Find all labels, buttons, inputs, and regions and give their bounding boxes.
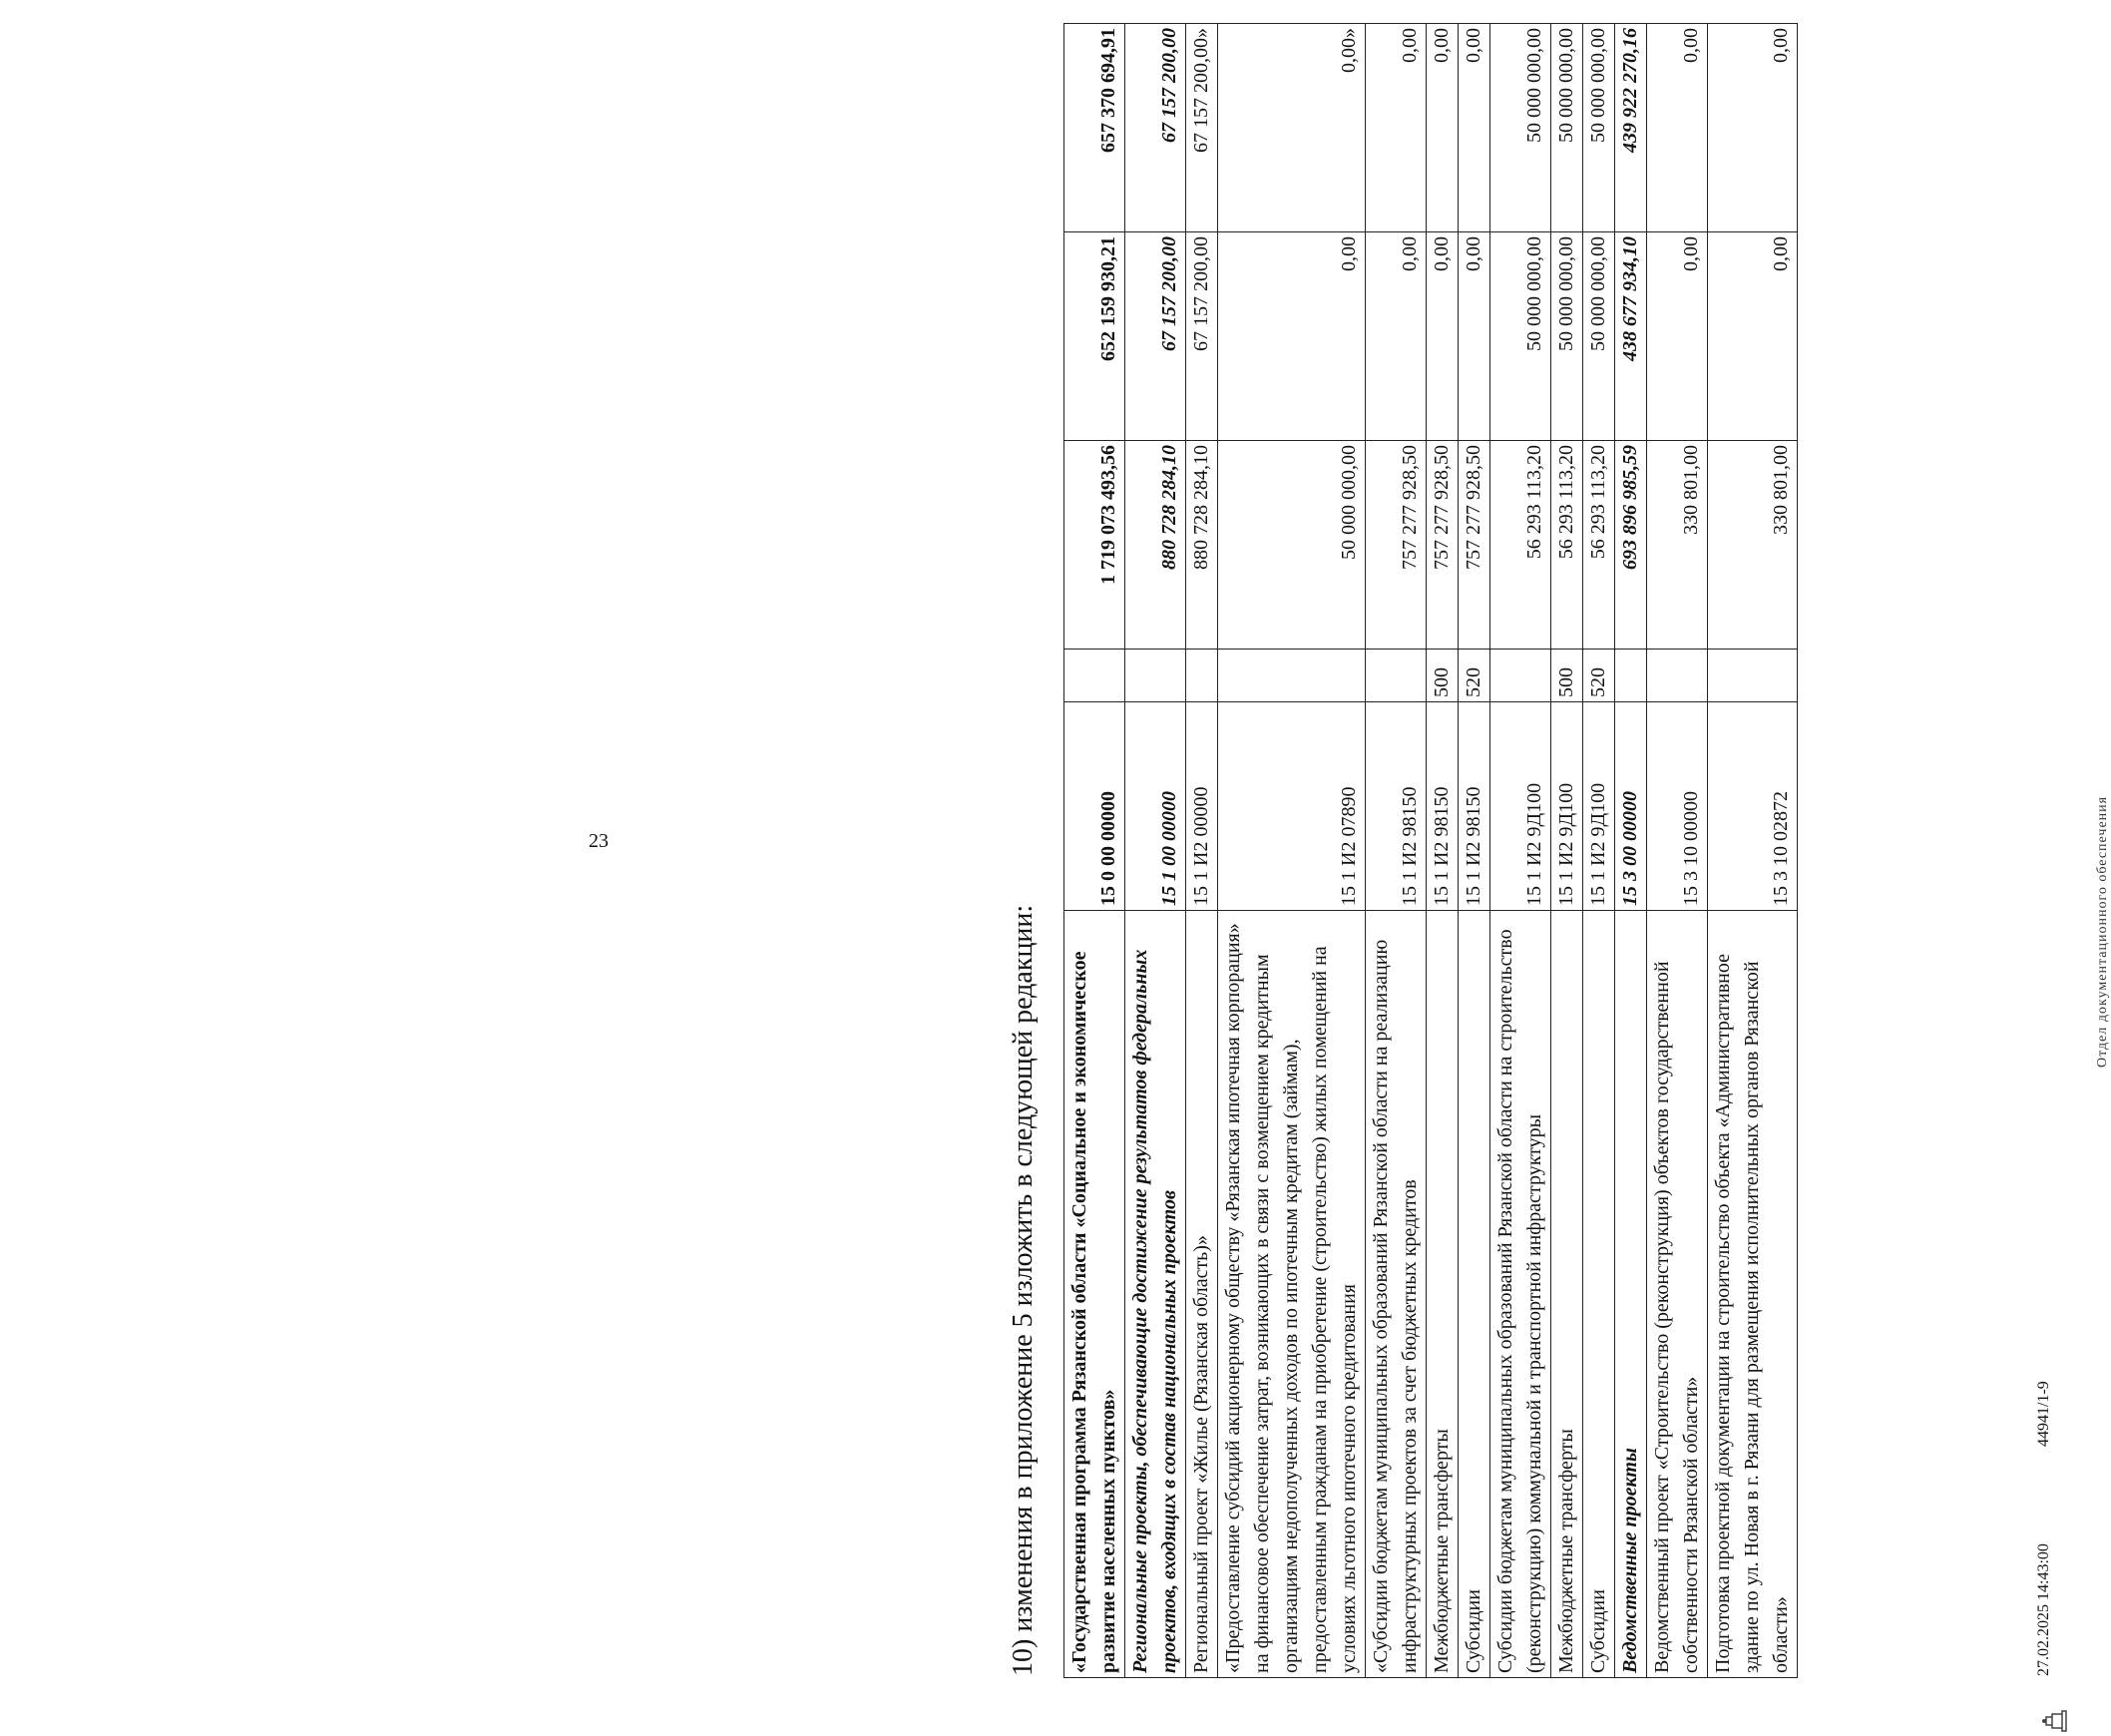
footer-doc-number: 44941/1-9 xyxy=(2035,1381,2052,1447)
row-vr xyxy=(1064,650,1125,702)
table-row xyxy=(1186,24,1218,1678)
row-value-2027: 0,00 xyxy=(1708,24,1798,232)
row-value-2025: 880 728 284,10 xyxy=(1186,441,1218,650)
row-value-2025: 330 801,00 xyxy=(1647,441,1708,650)
row-code: 15 3 10 02872 xyxy=(1708,702,1798,911)
row-code: 15 1 И2 98150 xyxy=(1427,702,1459,911)
row-value-2025: 757 277 928,50 xyxy=(1427,441,1459,650)
row-vr xyxy=(1366,650,1427,702)
row-name: Межбюджетные трансферты xyxy=(1427,911,1459,1678)
row-value-2025: 56 293 113,20 xyxy=(1490,441,1551,650)
footer-datetime: 27.02.2025 14:43:00 xyxy=(2035,1543,2052,1676)
row-name: Субсидии xyxy=(1459,911,1490,1678)
table-row xyxy=(1647,24,1708,1678)
row-value-2027: 439 922 270,16 xyxy=(1615,24,1647,232)
table-row xyxy=(1427,24,1459,1678)
table-row xyxy=(1583,24,1615,1678)
row-value-2027: 657 370 694,91 xyxy=(1064,24,1125,232)
row-name: Ведомственный проект «Строительство (реконструкция) объектов государственной собственности Рязанской области» xyxy=(1647,911,1708,1678)
rotated-page-content xyxy=(1008,10,2110,1676)
row-name: «Предоставление субсидий акционерному обществу «Рязанская ипотечная корпорация» на финансовое обеспечение затрат, возникающих в связи с возмещением кредитным организациям недополученных доходов по ипотечным кредитам (займам), предоставленным гражданам на приобретение (строительство) жилых помещений на условиях льготного ипотечного кредитования xyxy=(1218,911,1366,1678)
row-value-2025: 1 719 073 493,56 xyxy=(1064,441,1125,650)
row-value-2026: 50 000 000,00 xyxy=(1551,232,1583,441)
row-value-2025: 693 896 985,59 xyxy=(1615,441,1647,650)
row-value-2026: 0,00 xyxy=(1427,232,1459,441)
row-vr: 500 xyxy=(1551,650,1583,702)
row-name: Региональный проект «Жилье (Рязанская область)» xyxy=(1186,911,1218,1678)
row-name: Субсидии xyxy=(1583,911,1615,1678)
row-value-2027: 50 000 000,00 xyxy=(1551,24,1583,232)
budget-table xyxy=(1063,23,1798,1678)
row-code: 15 1 И2 07890 xyxy=(1218,702,1366,911)
row-vr: 500 xyxy=(1427,650,1459,702)
row-name: Ведомственные проекты xyxy=(1615,911,1647,1678)
row-code: 15 1 И2 9Д100 xyxy=(1583,702,1615,911)
row-code: 15 3 00 00000 xyxy=(1615,702,1647,911)
table-row xyxy=(1218,24,1366,1678)
row-name: Подготовка проектной документации на строительство объекта «Административное здание по ул. Новая в г. Рязани для размещения исполнительных органов Рязанской области» xyxy=(1708,911,1798,1678)
row-value-2025: 757 277 928,50 xyxy=(1459,441,1490,650)
row-value-2026: 0,00 xyxy=(1366,232,1427,441)
emblem-icon xyxy=(2040,1706,2070,1736)
row-code: 15 0 00 00000 xyxy=(1064,702,1125,911)
row-vr xyxy=(1647,650,1708,702)
row-vr: 520 xyxy=(1583,650,1615,702)
row-value-2026: 0,00 xyxy=(1708,232,1798,441)
row-value-2026: 438 677 934,10 xyxy=(1615,232,1647,441)
row-code: 15 1 00 00000 xyxy=(1125,702,1186,911)
row-value-2027: 0,00 xyxy=(1459,24,1490,232)
row-value-2026: 652 159 930,21 xyxy=(1064,232,1125,441)
table-row xyxy=(1366,24,1427,1678)
row-value-2025: 56 293 113,20 xyxy=(1551,441,1583,650)
row-value-2027: 50 000 000,00 xyxy=(1490,24,1551,232)
row-code: 15 1 И2 9Д100 xyxy=(1490,702,1551,911)
row-vr xyxy=(1218,650,1366,702)
row-value-2026: 67 157 200,00 xyxy=(1125,232,1186,441)
row-value-2026: 50 000 000,00 xyxy=(1490,232,1551,441)
table-row xyxy=(1459,24,1490,1678)
row-value-2027: 0,00 xyxy=(1647,24,1708,232)
row-value-2027: 0,00 xyxy=(1366,24,1427,232)
table-row xyxy=(1125,24,1186,1678)
table-row xyxy=(1064,24,1125,1678)
row-vr xyxy=(1708,650,1798,702)
footer-stamp: Отдел документационного обеспечения xyxy=(2095,795,2110,1068)
row-vr xyxy=(1490,650,1551,702)
row-value-2026: 0,00 xyxy=(1218,232,1366,441)
row-vr xyxy=(1186,650,1218,702)
row-value-2026: 67 157 200,00 xyxy=(1186,232,1218,441)
row-code: 15 1 И2 98150 xyxy=(1366,702,1427,911)
page-number: 23 xyxy=(589,830,609,852)
row-value-2027: 0,00 xyxy=(1427,24,1459,232)
table-row xyxy=(1615,24,1647,1678)
row-name: Межбюджетные трансферты xyxy=(1551,911,1583,1678)
row-value-2025: 880 728 284,10 xyxy=(1125,441,1186,650)
row-value-2026: 50 000 000,00 xyxy=(1583,232,1615,441)
row-value-2025: 330 801,00 xyxy=(1708,441,1798,650)
row-vr xyxy=(1125,650,1186,702)
row-value-2026: 0,00 xyxy=(1647,232,1708,441)
row-value-2025: 50 000 000,00 xyxy=(1218,441,1366,650)
row-code: 15 1 И2 98150 xyxy=(1459,702,1490,911)
table-row xyxy=(1551,24,1583,1678)
row-name: Региональные проекты, обеспечивающие достижение результатов федеральных проектов, входящих в состав национальных проектов xyxy=(1125,911,1186,1678)
row-value-2026: 0,00 xyxy=(1459,232,1490,441)
row-vr xyxy=(1615,650,1647,702)
row-name: «Субсидии бюджетам муниципальных образований Рязанской области на реализацию инфраструктурных проектов за счет бюджетных кредитов xyxy=(1366,911,1427,1678)
row-value-2025: 757 277 928,50 xyxy=(1366,441,1427,650)
row-name: «Государственная программа Рязанской области «Социальное и экономическое развитие населенных пунктов» xyxy=(1064,911,1125,1678)
row-value-2027: 67 157 200,00 xyxy=(1125,24,1186,232)
row-vr: 520 xyxy=(1459,650,1490,702)
row-value-2025: 56 293 113,20 xyxy=(1583,441,1615,650)
amendment-heading: 10) изменения в приложение 5 изложить в следующей редакции: xyxy=(1008,904,1039,1676)
row-value-2027: 50 000 000,00 xyxy=(1583,24,1615,232)
row-value-2027: 0,00» xyxy=(1218,24,1366,232)
table-row xyxy=(1708,24,1798,1678)
row-name: Субсидии бюджетам муниципальных образований Рязанской области на строительство (реконструкцию) коммунальной и транспортной инфраструктуры xyxy=(1490,911,1551,1678)
table-row xyxy=(1490,24,1551,1678)
row-code: 15 1 И2 9Д100 xyxy=(1551,702,1583,911)
row-value-2027: 67 157 200,00» xyxy=(1186,24,1218,232)
row-code: 15 3 10 00000 xyxy=(1647,702,1708,911)
row-code: 15 1 И2 00000 xyxy=(1186,702,1218,911)
